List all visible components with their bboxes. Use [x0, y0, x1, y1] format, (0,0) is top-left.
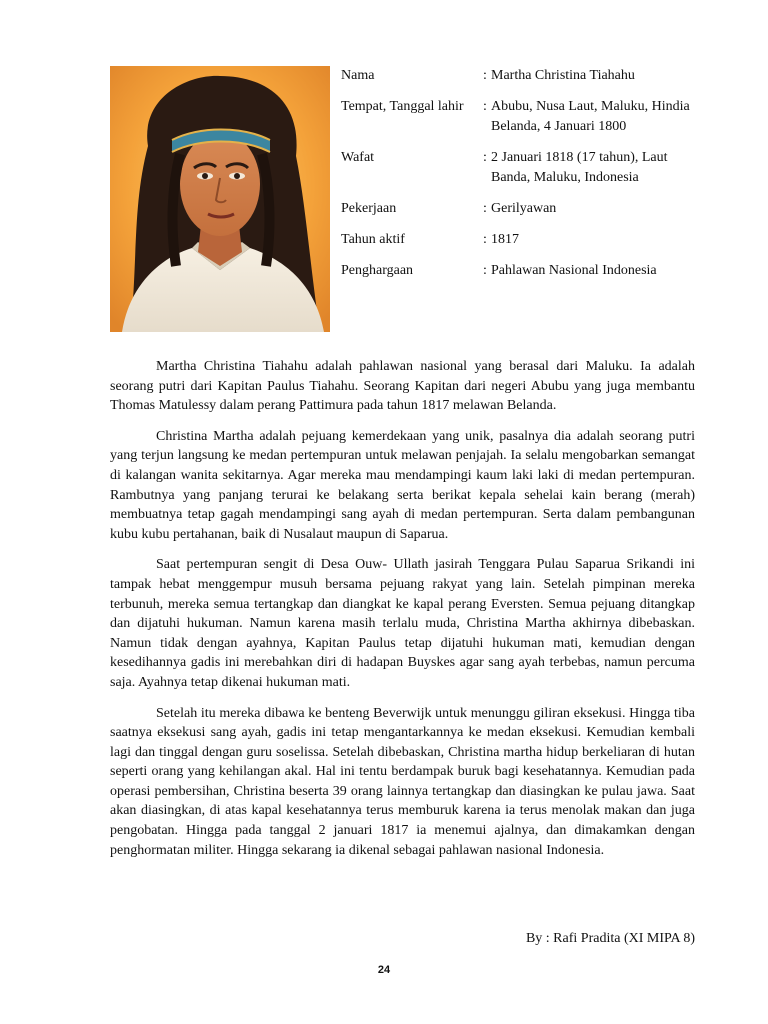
paragraph: Setelah itu mereka dibawa ke benteng Beverwijk untuk menunggu giliran eksekusi. Hingga tiba saatnya eksekusi sang ayah, gadis ini tetap mengantarkannya ke medan eksekusi. Kemudian kembali lagi dan tinggal dengan guru soselissa. Setelah dibebaskan, Christina martha hidup berkeliaran di hutan seperti orang yang kehilangan akal. Hal ini tentu berdampak buruk bagi kesehatannya. Kemudian pada operasi pembersihan, Christina beserta 39 orang lainnya tertangkap dan diasingkan ke pulau jawa. Saat akan diasingkan, di atas kapal kesehatannya terus memburuk karena ia terus menolak makan dan juga pengobatan. Hingga pada tanggal 2 januari 1817 ia menemui ajalnya, dan dimakamkan dengan penghormatan militer. Hingga sekarang ia dikenal sebagai pahlawan nasional Indonesia.: [110, 705, 695, 858]
biodata-value: Gerilyawan: [491, 201, 557, 216]
biodata-label: Nama: [341, 68, 375, 83]
biodata-table: [341, 66, 701, 292]
biodata-colon: :: [483, 68, 487, 83]
biodata-colon: :: [483, 150, 487, 165]
biodata-colon: :: [483, 263, 487, 278]
biodata-value: 2 Januari 1818 (17 tahun), Laut Banda, Maluku, Indonesia: [491, 150, 668, 185]
portrait-image: [110, 66, 330, 332]
biodata-colon: :: [483, 201, 487, 216]
biodata-label: Wafat: [341, 150, 375, 165]
author-byline: By : Rafi Pradita (XI MIPA 8): [525, 931, 695, 946]
biodata-value: 1817: [491, 232, 519, 247]
biodata-colon: :: [483, 232, 487, 247]
page-number: 24: [377, 964, 391, 976]
biodata-value: Abubu, Nusa Laut, Maluku, Hindia Belanda, 4 Januari 1800: [491, 99, 690, 134]
article-body: [110, 357, 695, 871]
biodata-row-nama: [341, 66, 701, 86]
paragraph: Martha Christina Tiahahu adalah pahlawan nasional yang berasal dari Maluku. Ia adalah seorang putri dari Kapitan Paulus Tiahahu. Seorang Kapitan dari negeri Abubu yang juga membantu Thomas Matulessy dalam perang Pattimura pada tahun 1817 melawan Belanda.: [110, 359, 695, 414]
biodata-row-tahun-aktif: [341, 230, 701, 250]
biodata-label: Penghargaan: [341, 263, 414, 278]
biodata-value: Pahlawan Nasional Indonesia: [491, 263, 657, 278]
biodata-label: Tahun aktif: [341, 232, 405, 247]
biodata-row-wafat: [341, 148, 701, 188]
biodata-row-pekerjaan: [341, 199, 701, 219]
biodata-label: Tempat, Tanggal lahir: [341, 99, 464, 114]
paragraph: Christina Martha adalah pejuang kemerdekaan yang unik, pasalnya dia adalah seorang putri yang terjun langsung ke medan pertempuran untuk melawan penjajah. Ia selalu mengobarkan semangat di kalangan wanita sekitarnya. Agar mereka mau mendampingi kaum laki laki di medan pertempuran. Rambutnya yang panjang terurai ke belakang serta berikat kepala sehelai kain berang (merah) membuatnya tetap gagah mendampingi sang ayah di medan pertempuran. Serta dalam pembangunan kubu kubu pertahanan, baik di Nusalaut maupun di Saparua.: [110, 428, 695, 542]
biodata-row-penghargaan: [341, 261, 701, 281]
biodata-value: Martha Christina Tiahahu: [491, 68, 635, 83]
paragraph: Saat pertempuran sengit di Desa Ouw- Ullath jasirah Tenggara Pulau Saparua Srikandi ini tampak hebat menggempur musuh bersama pejuang rakyat yang lain. Setelah pimpinan mereka terbunuh, mereka semua tertangkap dan diangkat ke kapal perang Eversten. Semua pejuang ditangkap dan dijatuhi hukuman. Namun karena masih terlalu muda, Christina Martha akhirnya dibebaskan. Namun tidak dengan ayahnya, Kapitan Paulus tetap dijatuhi hukuman mati, kemudian dengan kesedihannya gadis ini merebahkan diri di hadapan Buyskes agar sang ayah terbebas, namun percuma saja. Ayahnya tetap dikenai hukuman mati.: [110, 557, 695, 690]
biodata-label: Pekerjaan: [341, 201, 397, 216]
biodata-row-tempat-tanggal-lahir: [341, 97, 701, 137]
portrait-illustration: [110, 66, 330, 332]
biodata-colon: :: [483, 99, 487, 114]
